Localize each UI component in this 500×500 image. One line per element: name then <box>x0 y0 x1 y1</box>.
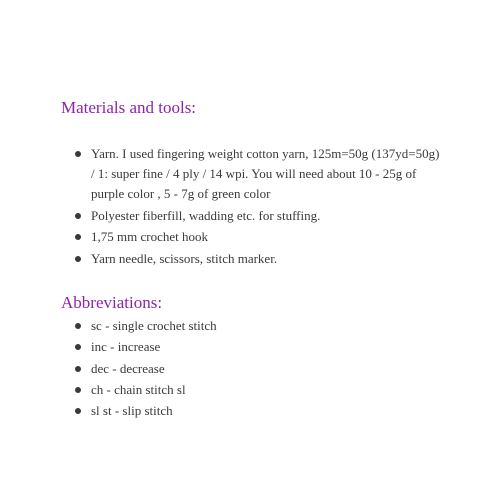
bullet-icon <box>75 213 81 219</box>
bullet-icon <box>75 256 81 262</box>
bullet-icon <box>75 323 81 329</box>
list-item-text: Yarn. I used fingering weight cotton yarn, 125m=50g (137yd=50g) / 1: super fine / 4 ply / 14 wpi. You will need about 10 - 25g of purple color , 5 - 7g of green color <box>91 146 440 201</box>
list-item <box>61 227 441 247</box>
list-item <box>61 316 441 336</box>
list-item-text: sc - single crochet stitch <box>91 318 217 333</box>
bullet-icon <box>75 366 81 372</box>
list-item <box>61 337 441 357</box>
list-item <box>61 144 441 204</box>
materials-heading: Materials and tools: <box>61 98 197 117</box>
list-item-text: ch - chain stitch sl <box>91 381 186 397</box>
list-item <box>61 380 441 400</box>
bullet-icon <box>75 387 81 393</box>
list-item <box>61 249 441 269</box>
bullet-icon <box>75 408 81 414</box>
list-item-text: 1,75 mm crochet hook <box>91 229 208 244</box>
list-item-text: Yarn needle, scissors, stitch marker. <box>91 250 278 266</box>
list-item <box>61 206 441 226</box>
list-item-text: Polyester fiberfill, wadding etc. for stuffing. <box>91 207 321 223</box>
list-item <box>61 401 441 421</box>
abbreviations-list <box>61 316 441 422</box>
list-item-text: sl st - slip stitch <box>91 403 173 419</box>
bullet-icon <box>75 234 81 240</box>
list-item-text: dec - decrease <box>91 360 165 376</box>
abbreviations-heading: Abbreviations: <box>61 293 163 312</box>
bullet-icon <box>75 151 81 157</box>
materials-list <box>61 144 441 270</box>
list-item-text: inc - increase <box>91 339 161 355</box>
list-item <box>61 359 441 379</box>
bullet-icon <box>75 344 81 350</box>
